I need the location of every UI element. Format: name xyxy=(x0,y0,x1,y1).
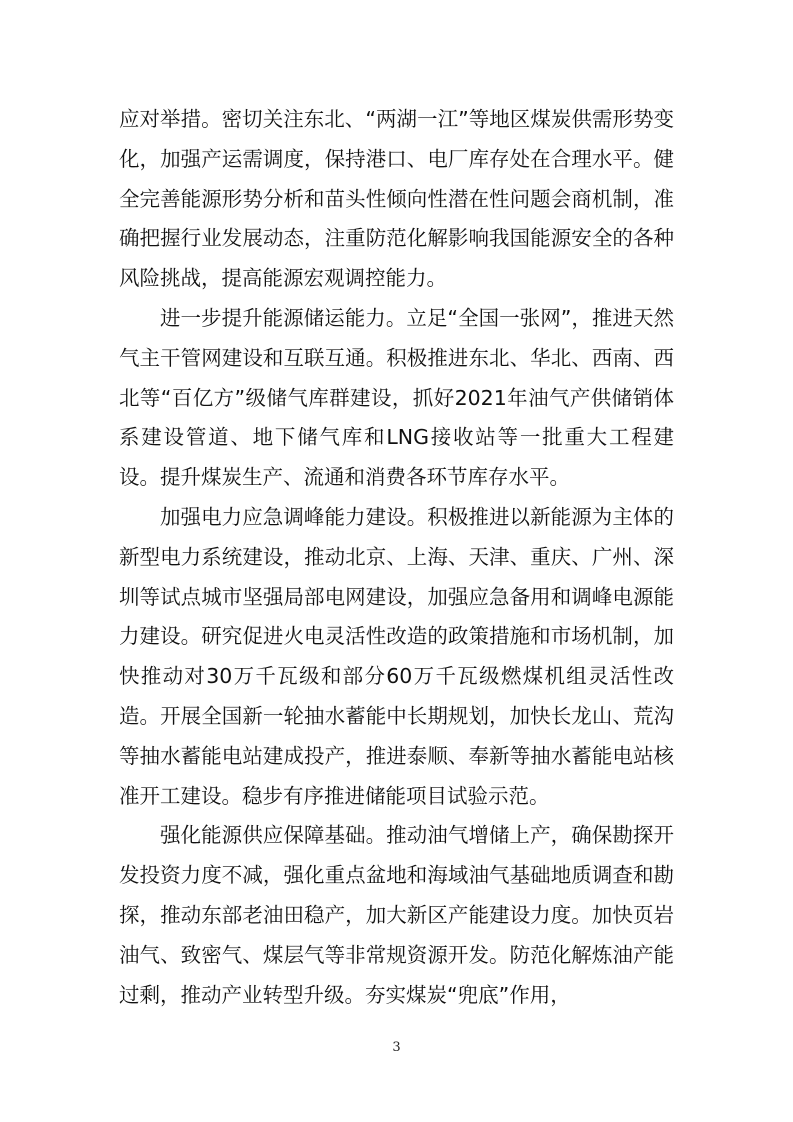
paragraph-coal-response: 应对举措。密切关注东北、“两湖一江”等地区煤炭供需形势变化，加强产运需调度，保持港口、电厂库存处在合理水平。健全完善能源形势分析和苗头性倾向性潜在性问题会商机制，准确把握行业发展动态，注重防范化解影响我国能源安全的各种风险挑战，提高能源宏观调控能力。 xyxy=(119,107,674,291)
page-number: 3 xyxy=(392,1040,401,1055)
body-text xyxy=(119,100,674,1015)
paragraph-power-peak-shaving: 加强电力应急调峰能力建设。积极推进以新能源为主体的新型电力系统建设，推动北京、上海、天津、重庆、广州、深圳等试点城市坚强局部电网建设，加强应急备用和调峰电源能力建设。研究促进火电灵活性改造的政策措施和市场机制，加快推动对30万千瓦级和部分60万千瓦级燃煤机组灵活性改造。开展全国新一轮抽水蓄能中长期规划，加快长龙山、荒沟等抽水蓄能电站建成投产，推进泰顺、奉新等抽水蓄能电站核准开工建设。稳步有序推进储能项目试验示范。 xyxy=(119,504,674,808)
paragraph-supply-foundation: 强化能源供应保障基础。推动油气增储上产，确保勘探开发投资力度不减，强化重点盆地和海域油气基础地质调查和勘探，推动东部老油田稳产，加大新区产能建设力度。加快页岩油气、致密气、煤层气等非常规资源开发。防范化解炼油产能过剩，推动产业转型升级。夯实煤炭“兜底”作用， xyxy=(119,823,674,1007)
paragraph-storage-transport: 进一步提升能源储运能力。立足“全国一张网”，推进天然气主干管网建设和互联互通。积极推进东北、华北、西南、西北等“百亿方”级储气库群建设，抓好2021年油气产供储销体系建设管道、地下储气库和LNG接收站等一批重大工程建设。提升煤炭生产、流通和消费各环节库存水平。 xyxy=(119,305,674,490)
